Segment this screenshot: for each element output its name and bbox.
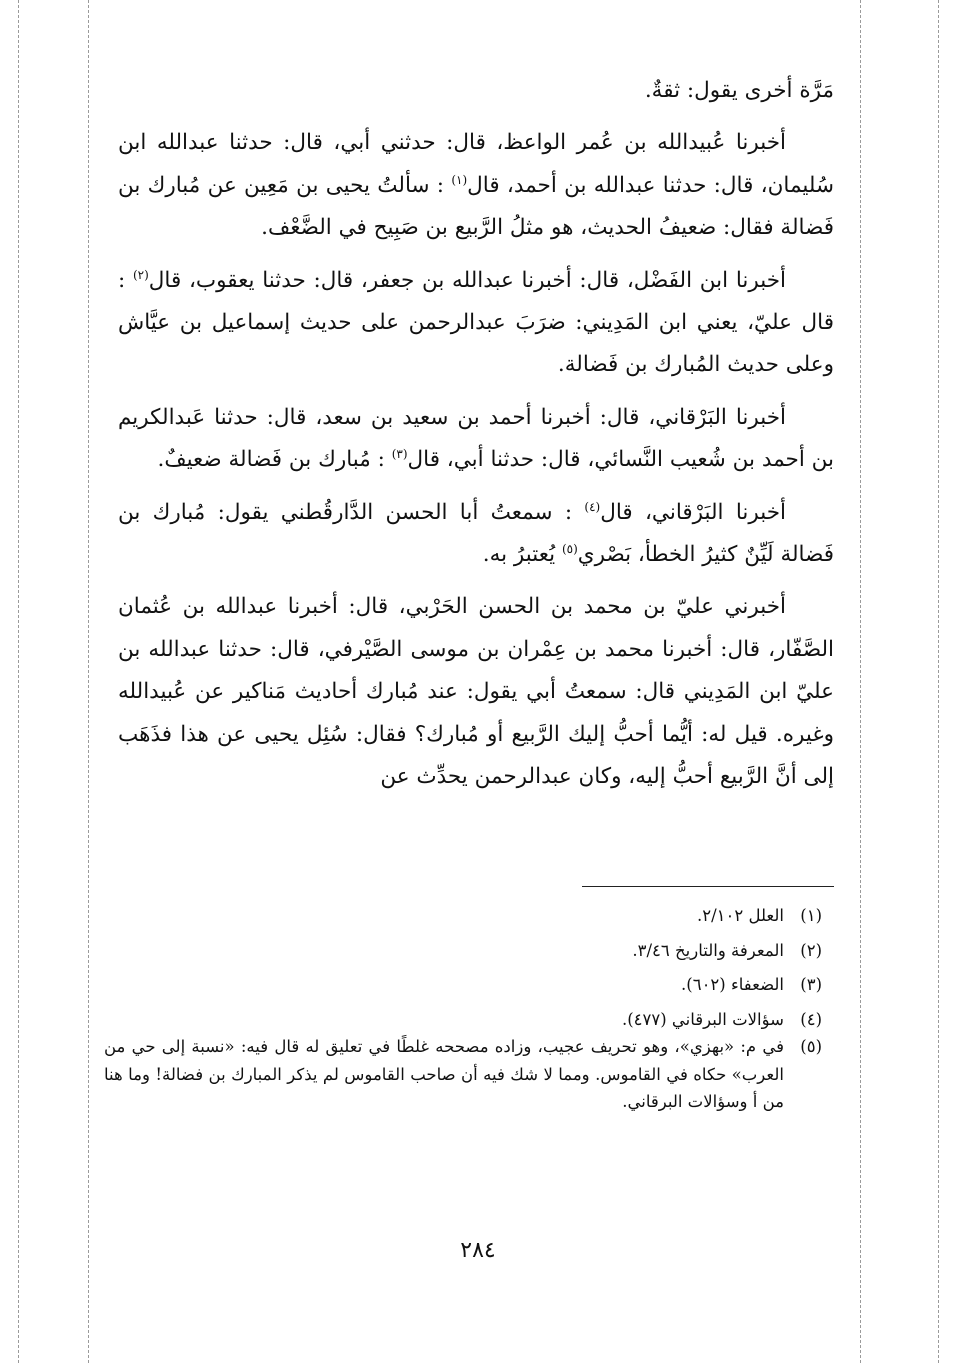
paragraph: أخبرنا ابن الفَضْل، قال: أخبرنا عبدالله بن جعفر، قال: حدثنا يعقوب، قال$^{(٢)}$ : قال عليّ، يعني ابن المَدِيني: ضرَبَ عبدالرحمن على حديث إسماعيل بن عيَّاش وعلى حديث المُبارك بن فَضالة. (118, 267, 834, 378)
paragraph: أخبرنا عُبيدالله بن عُمر الواعظ، قال: حدثني أبي، قال: حدثنا عبدالله ابن سُليمان، قال: حدثنا عبدالله بن أحمد، قال$^{(١)}$ : سألتُ يحيى بن مَعِين عن مُبارك بن فَضالة فقال: ضعيفُ الحديث، هو مثلُ الرَّبيع بن صَبِيح في الضَّعْف. (118, 130, 834, 241)
footnote-ref[interactable]: (٤) (584, 499, 601, 514)
paragraph: أخبرني عليّ بن محمد بن الحسن الحَرْبي، قال: أخبرنا عبدالله بن عُثمان الصَّفّار، قال: أخبرنا محمد بن عِمْران بن موسى الصَّيْرفي، قال: حدثنا عبدالله بن عليّ ابن المَدِيني قال: سمعتُ أبي يقول: عند مُبارك أحاديث مَناكير عن عُبيدالله وغيره. قيل له: أيُّما أحبُّ إليك الرَّبيع أو مُبارك؟ فقال: سُئِل يحيى عن هذا فذَهَب إلى أنَّ الرَّبيع أحبُّ إليه، وكان عبدالرحمن يحدِّث عن (118, 594, 834, 790)
footnote-number: (٣) (800, 975, 822, 994)
paragraph: أخبرنا البَرْقاني، قال: أخبرنا أحمد بن سعيد بن سعد، قال: حدثنا عَبدالكريم بن أحمد بن شُعيب النَّسائي، قال: حدثنا أبي، قال$^{(٣)}$ : مُبارك بن فَضالة ضعيفٌ. (118, 404, 834, 473)
footnote-text: في م: «بهزي»، وهو تحريف عجيب، وزاده مصححه غلطًا في تعليق له قال فيه: «نسبة إلى حي من العرب» حكاه في القاموس. ومما لا شك فيه أن صاحب القاموس لم يذكر المبارك بن فضالة! وما هنا من أ وسؤالات البرقاني. (104, 1037, 784, 1111)
main-text (118, 70, 834, 799)
scan-guide-line (938, 0, 939, 1363)
page-number: ٢٨٤ (460, 1238, 496, 1263)
footnote (104, 1006, 822, 1034)
paragraph: مَرَّة أخرى يقول: ثقةٌ. (644, 78, 834, 103)
footnote-text: الضعفاء (٦٠٢). (681, 975, 784, 994)
footnote-ref[interactable]: (٥) (561, 541, 578, 556)
footnote-separator (582, 886, 834, 887)
footnote-text: سؤالات البرقاني (٤٧٧). (621, 1009, 784, 1029)
footnote (104, 1033, 822, 1116)
paragraph: أخبرنا البَرْقاني، قال$^{(٤)}$ : سمعتُ أبا الحسن الدَّارقُطني يقول: مُبارك بن فَضالة لَيِّنٌ كثيرُ الخطأ، بَصْري$^{(٥)}$ يُعتبرُ به. (118, 499, 834, 568)
footnote-number: (٤) (800, 1009, 822, 1029)
footnote-number: (١) (800, 906, 822, 925)
footnotes (104, 902, 822, 1116)
footnote-ref[interactable]: (٣) (391, 447, 408, 462)
footnote-ref[interactable]: (٢) (132, 267, 149, 282)
footnote-ref[interactable]: (١) (451, 172, 468, 187)
footnote (104, 971, 822, 999)
scan-guide-line (18, 0, 19, 1363)
footnote (104, 902, 822, 930)
footnote-text: العلل ٢/١٠٢. (696, 906, 784, 925)
scan-guide-line (860, 0, 861, 1363)
footnote-text: المعرفة والتاريخ ٣/٤٦. (632, 940, 784, 960)
footnote-number: (٢) (800, 940, 822, 960)
footnote-number: (٥) (800, 1037, 822, 1056)
scan-guide-line (88, 0, 89, 1363)
footnote (104, 937, 822, 965)
